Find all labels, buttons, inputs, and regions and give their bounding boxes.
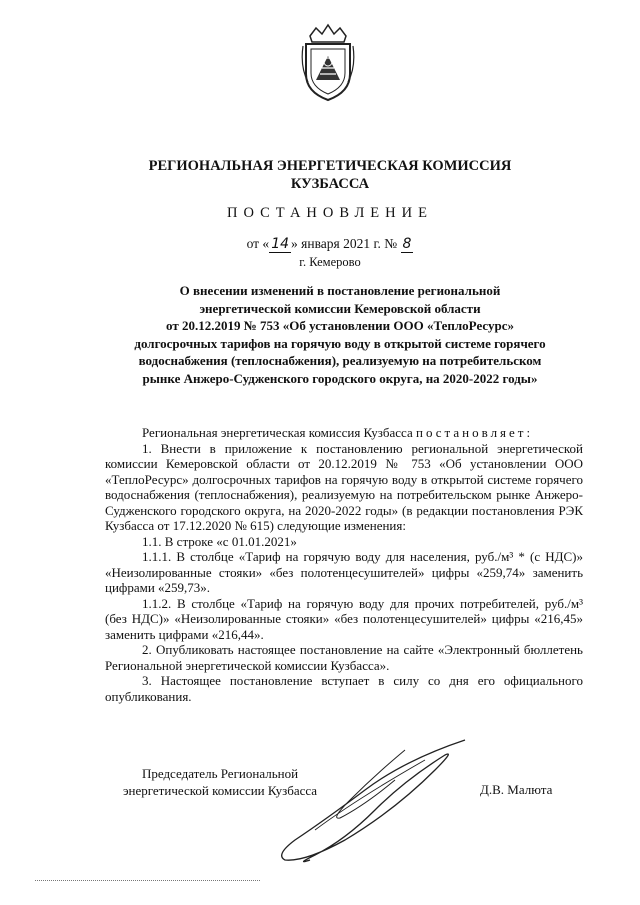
coat-of-arms-icon [300, 22, 356, 102]
title-line: О внесении изменений в постановление региональной [179, 283, 501, 298]
city: г. Кемерово [299, 255, 361, 269]
position-line-1: Председатель Региональной [141, 766, 299, 781]
document-body [105, 425, 583, 704]
intro-spaced-text: постановляет: [415, 425, 534, 440]
org-line-1: РЕГИОНАЛЬНАЯ ЭНЕРГЕТИЧЕСКАЯ КОМИССИЯ [148, 158, 512, 174]
document-type: ПОСТАНОВЛЕНИЕ [227, 205, 433, 221]
handwritten-signature [255, 730, 475, 870]
title-line: энергетической комиссии Кемеровской области [199, 300, 481, 316]
date-prefix: от « [246, 236, 270, 251]
title-line: водоснабжения (теплоснабжения), реализуемую на потребительском [138, 353, 542, 368]
signatory-name: Д.В. Малюта [480, 782, 553, 797]
title-line: от 20.12.2019 № 753 «Об установлении ООО «ТеплоРесурс» [166, 318, 514, 333]
title-line: долгосрочных тарифов на горячую воду в открытой системе горячего [134, 335, 546, 351]
title-line: рынке Анжеро-Судженского городского округа, на 2020-2022 годы» [142, 370, 538, 386]
paragraph-2: 2. Опубликовать настоящее постановление на сайте «Электронный бюллетень Региональной энергетической комиссии Кузбасса». [105, 642, 583, 673]
date-day: 14 [271, 236, 290, 252]
intro-text: Региональная энергетическая комиссия Кузбасса [142, 425, 413, 440]
paragraph-3: 3. Настоящее постановление вступает в силу со дня его официального опубликования. [105, 673, 583, 704]
intro-paragraph [105, 425, 583, 441]
document-title [105, 282, 575, 387]
organization-name [120, 157, 540, 193]
paragraph-1-1-2: 1.1.2. В столбце «Тариф на горячую воду для прочих потребителей, руб./м³ (без НДС)» «Неизолированные стояки» «без полотенцесушителей» цифры «216,45» заменить цифрами «216,44». [105, 595, 583, 642]
position-line-2: энергетической комиссии Кузбасса [122, 783, 318, 798]
footer-divider [35, 880, 260, 881]
date-middle: » января 2021 г. № [291, 236, 398, 251]
paragraph-1: 1. Внести в приложение к постановлению региональной энергетической комиссии Кемеровской области от 20.12.2019 № 753 «Об установлении ООО «ТеплоРесурс» долгосрочных тарифов на горячую воду в открытой системе горячего водоснабжения (теплоснабжения), реализуемую на потребительском рынке Анжеро-Судженского городского округа, на 2020-2022 годы» (в редакции постановления РЭК Кузбасса от 17.12.2020 № 615) следующие изменения: [105, 440, 583, 533]
paragraph-1-1-1: 1.1.1. В столбце «Тариф на горячую воду для населения, руб./м³ * (с НДС)» «Неизолированные стояки» «без полотенцесушителей» цифры «259,74» заменить цифрами «259,73». [105, 549, 583, 595]
document-number: 8 [402, 236, 412, 252]
document-date [200, 236, 460, 253]
paragraph-1-1: 1.1. В строке «с 01.01.2021» [142, 533, 297, 549]
org-line-2: КУЗБАССА [290, 176, 370, 192]
